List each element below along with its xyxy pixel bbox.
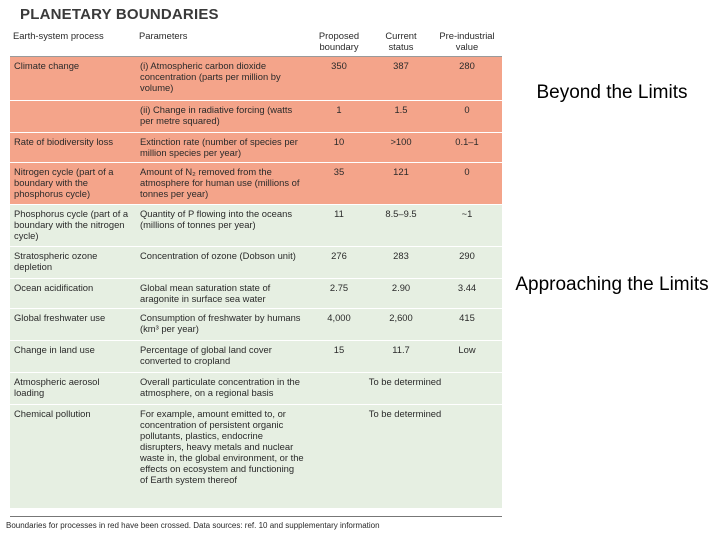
cell-parameters: Quantity of P flowing into the oceans (millions of tonnes per year) (136, 205, 308, 247)
cell-process: Rate of biodiversity loss (10, 133, 136, 163)
cell-parameters: (i) Atmospheric carbon dioxide concentration (parts per million by volume) (136, 57, 308, 101)
cell-preindustrial: 290 (432, 247, 502, 279)
cell-process: Global freshwater use (10, 309, 136, 341)
cell-current: 1.5 (370, 101, 432, 133)
cell-parameters: (ii) Change in radiative forcing (watts per metre squared) (136, 101, 308, 133)
cell-process: Climate change (10, 57, 136, 101)
cell-parameters: Percentage of global land cover converted to cropland (136, 341, 308, 373)
cell-proposed: 2.75 (308, 279, 370, 309)
table-row (10, 133, 502, 163)
table-row (10, 247, 502, 279)
cell-current: 283 (370, 247, 432, 279)
cell-proposed: 11 (308, 205, 370, 247)
cell-process: Phosphorus cycle (part of a boundary with the nitrogen cycle) (10, 205, 136, 247)
cell-parameters: Amount of N₂ removed from the atmosphere for human use (millions of tonnes per year) (136, 163, 308, 205)
cell-preindustrial: 280 (432, 57, 502, 101)
table-row (10, 57, 502, 101)
cell-current: 11.7 (370, 341, 432, 373)
cell-preindustrial: 415 (432, 309, 502, 341)
cell-proposed: 15 (308, 341, 370, 373)
cell-preindustrial: 0 (432, 101, 502, 133)
cell-process: Nitrogen cycle (part of a boundary with the phosphorus cycle) (10, 163, 136, 205)
cell-process: Stratospheric ozone depletion (10, 247, 136, 279)
header-proposed: Proposed boundary (308, 28, 370, 57)
table-header-row (10, 28, 502, 57)
cell-parameters: Concentration of ozone (Dobson unit) (136, 247, 308, 279)
cell-process: Chemical pollution (10, 405, 136, 509)
table-row (10, 279, 502, 309)
header-current: Current status (370, 28, 432, 57)
header-process: Earth-system process (10, 28, 136, 57)
cell-preindustrial: 0 (432, 163, 502, 205)
cell-current: 8.5–9.5 (370, 205, 432, 247)
cell-current: 2,600 (370, 309, 432, 341)
cell-proposed: 1 (308, 101, 370, 133)
approaching-limits-label: Approaching the Limits (515, 274, 709, 295)
header-preindustrial: Pre-industrial value (432, 28, 502, 57)
cell-current: 2.90 (370, 279, 432, 309)
cell-to-be-determined: To be determined (308, 405, 502, 509)
cell-current: 121 (370, 163, 432, 205)
table-row (10, 405, 502, 509)
cell-parameters: Extinction rate (number of species per million species per year) (136, 133, 308, 163)
cell-preindustrial: 3.44 (432, 279, 502, 309)
cell-proposed: 276 (308, 247, 370, 279)
cell-proposed: 35 (308, 163, 370, 205)
cell-proposed: 350 (308, 57, 370, 101)
table-row (10, 341, 502, 373)
cell-parameters: Overall particulate concentration in the atmosphere, on a regional basis (136, 373, 308, 405)
cell-parameters: Consumption of freshwater by humans (km³ per year) (136, 309, 308, 341)
boundaries-table (10, 28, 502, 509)
beyond-limits-label: Beyond the Limits (536, 82, 688, 103)
cell-process: Change in land use (10, 341, 136, 373)
cell-proposed: 4,000 (308, 309, 370, 341)
header-parameters: Parameters (136, 28, 308, 57)
table-row (10, 205, 502, 247)
footnote-divider (10, 516, 502, 517)
cell-preindustrial: Low (432, 341, 502, 373)
cell-process: Ocean acidification (10, 279, 136, 309)
cell-parameters: Global mean saturation state of aragonite in surface sea water (136, 279, 308, 309)
cell-to-be-determined: To be determined (308, 373, 502, 405)
cell-process (10, 101, 136, 133)
cell-current: 387 (370, 57, 432, 101)
cell-current: >100 (370, 133, 432, 163)
table-row (10, 309, 502, 341)
cell-preindustrial: 0.1–1 (432, 133, 502, 163)
table-row (10, 101, 502, 133)
figure-title: PLANETARY BOUNDARIES (20, 6, 219, 23)
cell-proposed: 10 (308, 133, 370, 163)
figure-footnote: Boundaries for processes in red have been crossed. Data sources: ref. 10 and supplementary information (6, 521, 380, 530)
table-row (10, 163, 502, 205)
cell-parameters: For example, amount emitted to, or concentration of persistent organic pollutants, plastics, endocrine disrupters, heavy metals and nuclear waste in, the global environment, or the effects on ecosystem and functioning of Earth system thereof (136, 405, 308, 509)
planetary-boundaries-figure (10, 0, 502, 540)
table-row (10, 373, 502, 405)
cell-process: Atmospheric aerosol loading (10, 373, 136, 405)
cell-preindustrial: ~1 (432, 205, 502, 247)
